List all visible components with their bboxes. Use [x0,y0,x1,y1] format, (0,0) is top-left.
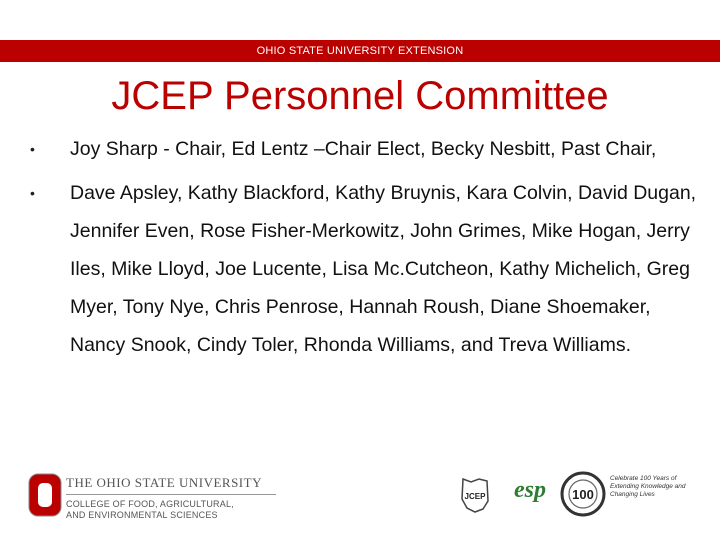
osu-wordmark [66,475,276,521]
jcep-logo-text: JCEP [464,492,486,501]
centennial-tagline: Celebrate 100 Years of Extending Knowledge and Changing Lives [610,475,686,498]
extension-header-label: OHIO STATE UNIVERSITY EXTENSION [256,45,464,57]
bullet-text-members: Dave Apsley, Kathy Blackford, Kathy Bruynis, Kara Colvin, David Dugan, Jennifer Even, Rose Fisher-Merkowitz, John Grimes, Mike Hogan, Jerry Iles, Mike Lloyd, Joe Lucente, Lisa Mc.Cutcheon, Kathy Michelich, Greg Myer, Tony Nye, Chris Penrose, Hannah Roush, Diane Shoemaker, Nancy Snook, Cindy Toler, Rhonda Williams, and Treva Williams. [70,182,697,356]
seal-text: 100 [572,487,594,502]
bullet-marker: • [30,141,35,157]
extension-header-bar [0,40,720,62]
centennial-seal-icon [560,471,606,517]
college-line-1: COLLEGE OF FOOD, AGRICULTURAL, [66,499,234,509]
bullet-item-officers [30,130,710,168]
slide-content [30,130,710,370]
university-name: THE OHIO STATE UNIVERSITY [66,475,276,495]
slide-title: JCEP Personnel Committee [111,74,609,118]
esp-logo [508,473,552,505]
bullet-item-members [30,174,710,364]
college-name [66,499,276,521]
esp-logo-text: esp [514,477,546,503]
bullet-text-officers: Joy Sharp - Chair, Ed Lentz –Chair Elect, Becky Nesbitt, Past Chair, [70,138,657,160]
block-o-icon [28,473,62,517]
bullet-marker: • [30,185,35,201]
college-line-2: AND ENVIRONMENTAL SCIENCES [66,510,218,520]
footer [0,465,720,525]
ohio-outline-icon [455,475,495,515]
